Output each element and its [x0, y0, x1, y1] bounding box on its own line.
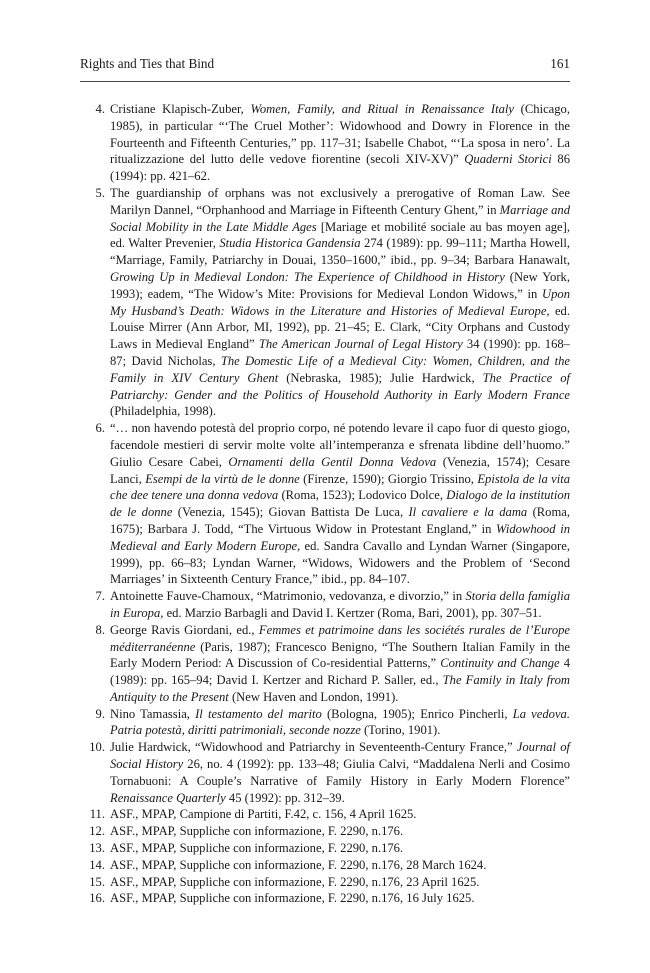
endnote-text: (Philadelphia, 1998). [110, 404, 216, 419]
endnote [80, 588, 570, 622]
endnote-title-italic: Epistola de la vita che dee tenere una donna vedova [110, 471, 571, 503]
endnote-number: 16. [89, 891, 105, 906]
endnote-title-italic: The Practice of Patriarchy: Gender and the Politics of Household Authority in Early Modern France [110, 370, 571, 402]
endnote-text: 86 (1994): pp. 421–62. [110, 152, 570, 184]
endnote-text: ed. Louise Mirrer (Ann Arbor, MI, 1992), pp. 21–45; E. Clark, “City Orphans and Custody Laws in Medieval England” [110, 303, 571, 352]
endnote-title-italic: Studia Historica Gandensia [219, 236, 361, 251]
endnote-title-italic: Ornamenti della Gentil Donna Vedova [228, 454, 437, 469]
endnote-title-italic: Continuity and Change [440, 656, 560, 671]
endnote-title-italic: La vedova. Patria potestà, diritti patrimoniali, seconde nozze [110, 706, 570, 738]
endnote [80, 823, 570, 840]
endnote [80, 101, 570, 185]
endnote-text: Julie Hardwick, “Widowhood and Patriarchy in Seventeenth-Century France,” [110, 740, 517, 755]
endnote-text: (Roma, 1675); Barbara J. Todd, “The Virtuous Widow in Protestant England,” in [110, 505, 570, 536]
endnote-text: ASF., MPAP, Suppliche con informazione, F. 2290, n.176. [110, 824, 404, 839]
endnote [80, 706, 570, 740]
endnote-text: 34 (1990): pp. 168–87; David Nicholas, [110, 337, 570, 368]
endnote-text: 26, no. 4 (1992): pp. 133–48; Giulia Calvi, “Maddalena Nerli and Cosimo Tornabuoni: A Couple’s Narrative of Family History in Early Modern Florence” [110, 757, 570, 788]
header-rule [80, 81, 570, 82]
endnote-title-italic: The Family in Italy from Antiquity to the Present [110, 673, 571, 704]
endnote-text: ASF., MPAP, Suppliche con informazione, F. 2290, n.176, 16 July 1625. [110, 891, 475, 906]
running-head: Rights and Ties that Bind [80, 56, 215, 71]
endnote-text: (Chicago, 1985), in particular “‘The Cruel Mother’: Widowhood and Dowry in Florence in the Fourteenth and Fifteenth Centuries,” pp. 117–31; Isabelle Chabot, “‘La sposa in nero’. La ritualizzazione del lutto delle vedove fiorentine (secoli XIV-XV)” [110, 102, 570, 167]
page-header [80, 56, 570, 74]
endnote-title-italic: The American Journal of Legal History [258, 337, 463, 352]
endnote-number: 7. [95, 589, 105, 604]
endnote-text: (Bologna, 1905); Enrico Pincherli, [321, 706, 513, 721]
endnote-title-italic: The Domestic Life of a Medieval City: Women, Children, and the Family in XIV Century Ghent [110, 353, 571, 385]
endnote-number: 4. [95, 102, 105, 116]
endnote-text: Cristiane Klapisch-Zuber, [110, 102, 251, 116]
endnote-text: , ed. Marzio Barbagli and David I. Kertzer (Roma, Bari, 2001), pp. 307–51. [160, 605, 542, 620]
endnote-text: (Paris, 1987); Francesco Benigno, “The Southern Italian Family in the Early Modern Period: A Discussion of Co-residential Patterns,” [110, 639, 570, 671]
endnote-text: The guardianship of orphans was not exclusively a prerogative of Roman Law. See Marilyn Dannel, “Orphanhood and Marriage in Fifteenth Century Ghent,” in [110, 185, 570, 217]
endnotes-list [80, 101, 570, 907]
endnote-text: (Nebraska, 1985); Julie Hardwick, [278, 370, 483, 385]
endnote-title-italic: Upon My Husband’s Death: Widows in the Literature and Histories of Medieval Europe, [110, 286, 570, 318]
page-number: 161 [550, 56, 570, 71]
endnote-text: ASF., MPAP, Suppliche con informazione, F. 2290, n.176, 23 April 1625. [110, 874, 480, 889]
endnote-number: 15. [89, 874, 105, 889]
endnote-text: 274 (1989): pp. 99–111; Martha Howell, “Marriage, Family, Patriarchy in Douai, 1350–1600,” ibid., pp. 9–34; Barbara Hanawalt, [110, 236, 570, 268]
endnote-text: ASF., MPAP, Campione di Partiti, F.42, c. 156, 4 April 1625. [110, 807, 417, 822]
endnote-number: 11. [89, 807, 105, 822]
endnote-text: ASF., MPAP, Suppliche con informazione, F. 2290, n.176. [110, 841, 404, 856]
endnote-text: Nino Tamassia, [110, 706, 196, 721]
endnote-text: [Mariage et mobilité sociale au bas moyen age], ed. Walter Prevenier, [110, 219, 570, 251]
endnote-number: 6. [95, 421, 105, 436]
endnote-title-italic: Marriage and Social Mobility in the Late Middle Ages [110, 202, 570, 234]
endnote-number: 14. [89, 857, 105, 872]
endnote [80, 806, 570, 823]
endnote-title-italic: Storia della famiglia in Europa [110, 589, 570, 620]
endnote [80, 739, 570, 806]
endnote-title-italic: Femmes et patrimoine dans les sociétés rurales de l’Europe méditerranéenne [110, 622, 570, 654]
endnote [80, 185, 570, 420]
endnote-title-italic: Quaderni Storici [464, 152, 552, 167]
endnote-number: 13. [89, 841, 105, 856]
endnote-text: George Ravis Giordani, ed., [110, 622, 259, 637]
endnote-title-italic: Il testamento del marito [195, 706, 322, 721]
endnote-number: 9. [95, 706, 105, 721]
endnote [80, 857, 570, 874]
endnote-title-italic: Journal of Social History [110, 740, 570, 772]
endnote-title-italic: Il cavaliere e la dama [408, 505, 528, 520]
endnote [80, 420, 570, 588]
endnote-text: (Venezia, 1574); Cesare Lanci, [110, 454, 570, 486]
endnote-number: 12. [89, 824, 105, 839]
endnote-title-italic: Widowhood in Medieval and Early Modern Europe [110, 521, 570, 553]
endnote-text: 45 (1992): pp. 312–39. [225, 790, 345, 805]
endnote-title-italic: Dialogo de la institution de le donne [110, 488, 570, 520]
endnote-text: (Torino, 1901). [360, 723, 441, 738]
endnote [80, 840, 570, 857]
endnote-title-italic: Esempi de la virtù de le donne [145, 471, 300, 486]
endnote-text: , ed. Sandra Cavallo and Lyndan Warner (Singapore, 1999), pp. 66–83; Lyndan Warner, “Widows, Widowers and the Problem of ‘Second Marriages’ in Sixteenth Century France,” ibid., pp. 84–107. [110, 538, 570, 587]
endnote-text: (Venezia, 1545); Giovan Battista De Luca, [172, 505, 409, 520]
endnote-text: ASF., MPAP, Suppliche con informazione, F. 2290, n.176, 28 March 1624. [110, 857, 487, 872]
endnote-text: “… non havendo potestà del proprio corpo, né potendo levare il capo fuor di questo giogo, facendole mestieri di servir molte volte all’intemperanza e sfrenata libdine dell’huomo.” Giulio Cesare Cabei, [110, 421, 570, 469]
endnote [80, 890, 570, 907]
endnote-number: 8. [95, 622, 105, 637]
endnote-number: 5. [95, 185, 105, 200]
endnote-text: Antoinette Fauve-Chamoux, “Matrimonio, vedovanza, e divorzio,” in [110, 589, 466, 604]
endnote [80, 874, 570, 891]
endnote-title-italic: Renaissance Quarterly [110, 790, 226, 805]
endnote-number: 10. [89, 740, 105, 755]
endnote-text: 4 (1989): pp. 165–94; David I. Kertzer and Richard P. Saller, ed., [110, 656, 570, 688]
endnote-title-italic: Women, Family, and Ritual in Renaissance Italy [250, 102, 514, 116]
endnote-text: (Firenze, 1590); Giorgio Trissino, [299, 471, 478, 486]
endnote-title-italic: Growing Up in Medieval London: The Experience of Childhood in History [110, 269, 505, 284]
endnote-text: (New York, 1993); eadem, “The Widow’s Mite: Provisions for Medieval London Widows,” in [110, 269, 570, 301]
endnote-text: (Roma, 1523); Lodovico Dolce, [278, 488, 447, 503]
endnote [80, 622, 570, 706]
endnote-text: (New Haven and London, 1991). [228, 689, 399, 704]
